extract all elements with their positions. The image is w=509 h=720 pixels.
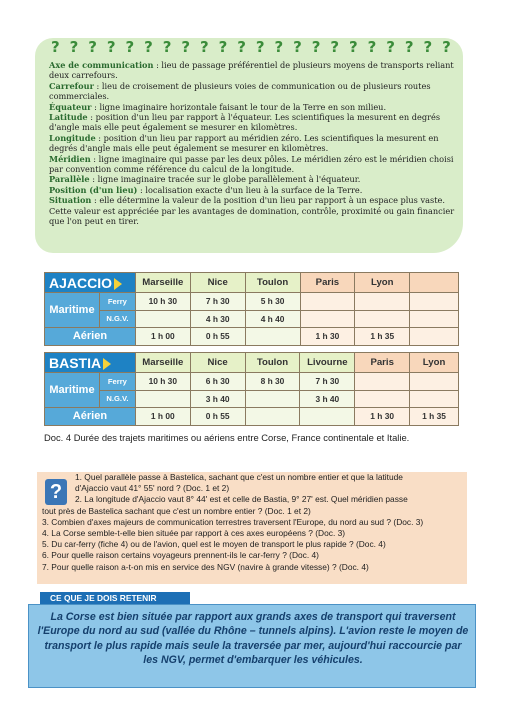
maritime-label: Maritime	[45, 293, 100, 327]
time-cell	[355, 390, 410, 407]
time-cell: 1 h 30	[300, 327, 355, 345]
glossary-term: Situation	[49, 195, 92, 206]
glossary-entry	[49, 102, 455, 112]
glossary-entry	[49, 60, 455, 81]
time-cell: 10 h 30	[135, 373, 190, 390]
question-mark-icon: ?	[181, 38, 191, 56]
glossary-entry	[49, 174, 455, 184]
time-cell	[245, 327, 300, 345]
question-mark-icon: ?	[88, 38, 97, 56]
document-caption: Doc. 4 Durée des trajets maritimes ou aériens entre Corse, France continentale et Italie.	[44, 432, 410, 443]
question-mark-icon: ?	[386, 38, 395, 56]
time-cell	[300, 293, 355, 310]
glossary-definition: : ligne imaginaire horizontale faisant le tour de la Terre en son milieu.	[91, 101, 387, 112]
question-line: 4. La Corse semble-t-elle bien située par rapport à ces axes européens ? (Doc. 3)	[42, 528, 346, 539]
time-cell	[355, 373, 410, 390]
question-mark-icon: ?	[200, 38, 209, 56]
question-line: 6. Pour quelle raison certains voyageurs prennent-ils le car-ferry ? (Doc. 4)	[42, 550, 319, 561]
arrow-right-icon	[114, 278, 122, 290]
question-line: d'Ajaccio vaut 41° 55' nord ? (Doc. 1 et 2)	[75, 483, 230, 494]
time-cell: 3 h 40	[190, 390, 245, 407]
city-header: Toulon	[245, 353, 300, 373]
question-mark-icon: ?	[293, 38, 302, 56]
glossary-term: Position (d'un lieu)	[49, 184, 138, 195]
question-mark-icon: ?	[274, 38, 284, 56]
question-line: tout près de Bastelica sachant que c'est un nombre entier ? (Doc. 1 et 2)	[42, 505, 311, 516]
city-header: Lyon	[355, 273, 410, 293]
glossary-term: Longitude	[49, 132, 96, 143]
retain-title: CE QUE JE DOIS RETENIR	[40, 592, 190, 604]
question-mark-icon: ?	[404, 38, 414, 56]
glossary-term: Équateur	[49, 101, 92, 112]
time-cell	[410, 293, 459, 310]
ferry-label: Ferry	[99, 293, 135, 310]
city-header: Livourne	[300, 353, 355, 373]
time-cell	[135, 390, 190, 407]
time-cell: 6 h 30	[190, 373, 245, 390]
time-cell	[135, 310, 190, 327]
question-mark-icon: ?	[237, 38, 246, 56]
question-mark-icon: ?	[218, 38, 228, 56]
time-cell: 1 h 35	[355, 327, 410, 345]
city-header: Nice	[190, 273, 245, 293]
question-line: 1. Quel parallèle passe à Bastelica, sachant que c'est un nombre entier et que la latitude	[75, 472, 403, 482]
city-header: Toulon	[245, 273, 300, 293]
glossary-entry	[49, 133, 455, 154]
arrow-right-icon	[103, 358, 111, 370]
question-mark-icon: ?	[125, 38, 135, 56]
question-line: 3. Combien d'axes majeurs de communication terrestres traversent l'Europe, du nord au sud ? (Doc. 3)	[42, 516, 424, 527]
glossary-entry	[49, 81, 455, 102]
question-icon: ?	[45, 479, 67, 505]
glossary-box	[35, 38, 463, 253]
glossary-text	[49, 60, 455, 227]
ferry-label: Ferry	[99, 373, 135, 390]
question-line: 7. Pour quelle raison a-t-on mis en service des NGV (navire à grande vitesse) ? (Doc. 4)	[42, 561, 369, 572]
time-cell: 0 h 55	[190, 407, 245, 425]
time-cell	[245, 390, 300, 407]
time-cell	[410, 373, 459, 390]
question-mark-icon: ?	[144, 38, 153, 56]
glossary-definition: : elle détermine la valeur de la position d'un lieu par rapport à un espace plus vaste. Cette valeur est appréciée par les avantages de domination, contrôle, proximité ou gain financier que l'on peut en tirer.	[49, 195, 455, 227]
glossary-entry	[49, 185, 455, 195]
time-cell: 1 h 00	[135, 327, 190, 345]
ajaccio-timetable	[44, 272, 459, 346]
time-cell	[410, 327, 459, 345]
question-mark-icon: ?	[106, 38, 116, 56]
question-mark-icon: ?	[349, 38, 358, 56]
time-cell	[300, 407, 355, 425]
questions-box	[37, 472, 467, 584]
port-name: AJACCIO	[45, 273, 136, 293]
time-cell: 1 h 30	[355, 407, 410, 425]
glossary-definition: : ligne imaginaire qui passe par les deux pôles. Le méridien zéro est le méridien choisi par convention comme référence du calcul de la longitude.	[49, 153, 454, 175]
city-header: Paris	[300, 273, 355, 293]
glossary-definition: : lieu de croisement de plusieurs voies de communication ou de plusieurs routes commerciales.	[49, 80, 431, 102]
city-header: Marseille	[135, 353, 190, 373]
glossary-definition: : ligne imaginaire tracée sur le globe parallèlement à l'équateur.	[89, 174, 361, 185]
time-cell: 1 h 00	[135, 407, 190, 425]
time-cell: 4 h 40	[245, 310, 300, 327]
glossary-term: Parallèle	[49, 174, 90, 185]
time-cell: 3 h 40	[300, 390, 355, 407]
bastia-timetable	[44, 352, 459, 426]
time-cell: 4 h 30	[190, 310, 245, 327]
time-cell	[410, 310, 459, 327]
city-header: Marseille	[135, 273, 190, 293]
ngv-label: N.G.V.	[99, 390, 135, 407]
retain-text: La Corse est bien située par rapport aux grands axes de transport qui traversent l'Europe du nord au sud (vallée du Rhône – tunnels alpins). L'avion reste le moyen de transport le plus rapide mais seule la traversée par mer, aujourd'hui raccourcie par les NGV, permet d'embarquer les véhicules.	[37, 611, 469, 667]
time-cell: 1 h 35	[410, 407, 459, 425]
glossary-definition: : position d'un lieu par rapport au méridien zéro. Les scientifiques la mesurent en degrés d'angle mais elle peut également se mesurer en kilomètres.	[49, 132, 439, 154]
question-mark-icon: ?	[330, 38, 340, 56]
city-header	[410, 273, 459, 293]
question-mark-icon: ?	[69, 38, 79, 56]
glossary-entry	[49, 112, 455, 133]
air-label: Aérien	[45, 327, 136, 345]
time-cell	[300, 310, 355, 327]
port-name: BASTIA	[45, 353, 136, 373]
time-cell	[355, 310, 410, 327]
glossary-term: Latitude	[49, 112, 88, 123]
glossary-entry	[49, 195, 455, 226]
city-header: Lyon	[410, 353, 459, 373]
time-cell: 7 h 30	[300, 373, 355, 390]
question-mark-icon: ?	[311, 38, 321, 56]
glossary-term: Carrefour	[49, 80, 94, 91]
time-cell: 10 h 30	[135, 293, 190, 310]
time-cell	[355, 293, 410, 310]
time-cell: 5 h 30	[245, 293, 300, 310]
glossary-term: Méridien	[49, 153, 91, 164]
question-mark-icon: ?	[255, 38, 265, 56]
question-mark-icon: ?	[51, 38, 60, 56]
question-mark-icon: ?	[442, 38, 451, 56]
glossary-definition: : localisation exacte d'un lieu à la surface de la Terre.	[137, 184, 363, 195]
time-cell	[410, 390, 459, 407]
glossary-definition: : lieu de passage préférentiel de plusieurs moyens de transports reliant deux carrefours.	[49, 60, 454, 81]
retain-box	[28, 604, 476, 688]
question-line: 2. La longitude d'Ajaccio vaut 8° 44' est et celle de Bastia, 9° 27' est. Quel méridien passe	[75, 494, 408, 505]
time-cell: 7 h 30	[190, 293, 245, 310]
glossary-entry	[49, 154, 455, 175]
question-mark-icon: ?	[367, 38, 377, 56]
maritime-label: Maritime	[45, 373, 100, 407]
air-label: Aérien	[45, 407, 136, 425]
questions-text	[37, 472, 467, 573]
city-header: Paris	[355, 353, 410, 373]
question-line: 5. Du car-ferry (fiche 4) ou de l'avion, quel est le moyen de transport le plus rapide ? (Doc. 4)	[42, 539, 386, 550]
time-cell	[245, 407, 300, 425]
ngv-label: N.G.V.	[99, 310, 135, 327]
question-mark-decoration	[51, 38, 451, 56]
question-mark-icon: ?	[423, 38, 433, 56]
glossary-term: Axe de communication	[49, 60, 154, 70]
time-cell: 8 h 30	[245, 373, 300, 390]
question-mark-icon: ?	[162, 38, 172, 56]
city-header: Nice	[190, 353, 245, 373]
time-cell: 0 h 55	[190, 327, 245, 345]
glossary-definition: : position d'un lieu par rapport à l'équateur. Les scientifiques la mesurent en degrés d'angle mais elle peut également se mesurer en kilomètres.	[49, 112, 441, 133]
